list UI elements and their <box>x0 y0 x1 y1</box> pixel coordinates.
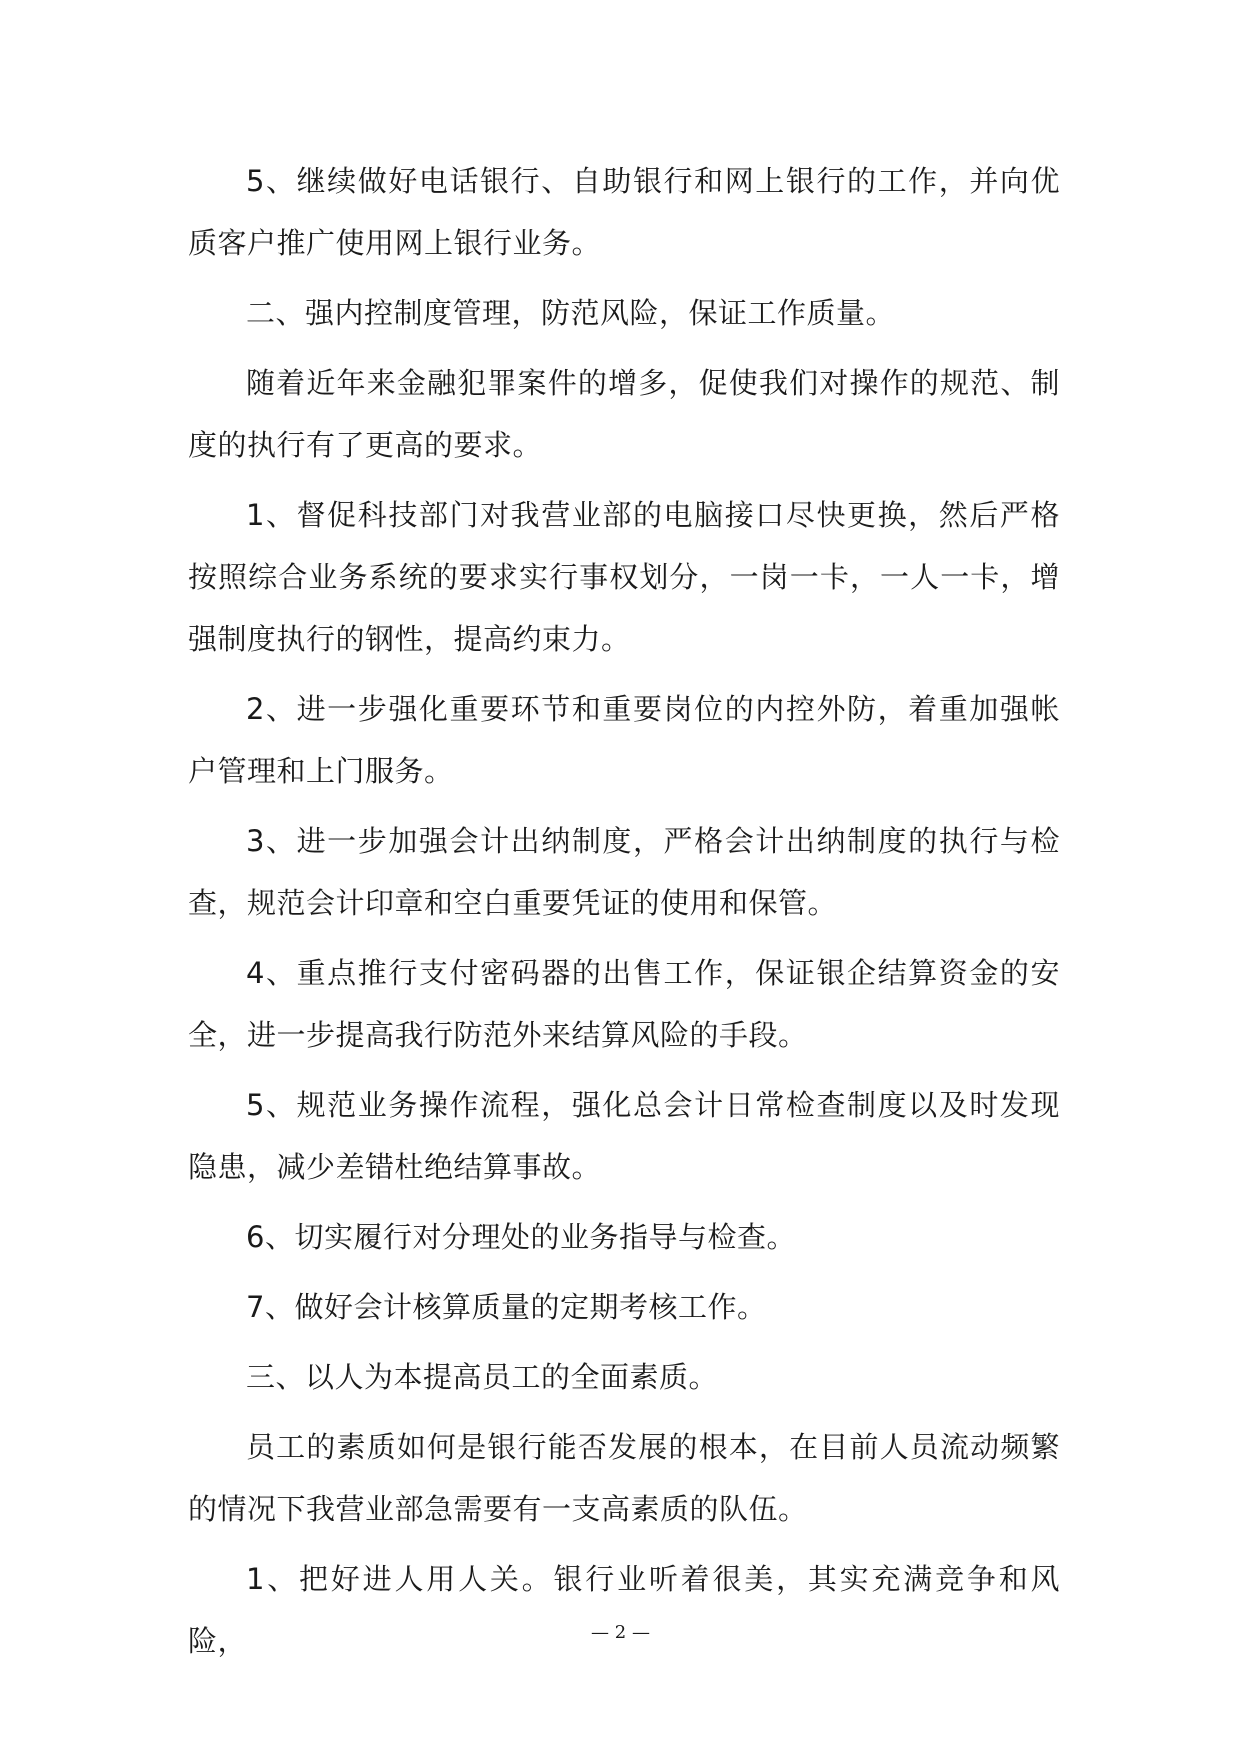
paragraph: 1、督促科技部门对我营业部的电脑接口尽快更换，然后严格按照综合业务系统的要求实行事权划分，一岗一卡，一人一卡，增强制度执行的钢性，提高约束力。 <box>188 498 1060 656</box>
paragraph: 5、规范业务操作流程，强化总会计日常检查制度以及时发现隐患，减少差错杜绝结算事故。 <box>188 1088 1060 1184</box>
paragraph: 7、做好会计核算质量的定期考核工作。 <box>246 1290 767 1324</box>
section-heading: 三、以人为本提高员工的全面素质。 <box>246 1360 719 1394</box>
paragraph: 4、重点推行支付密码器的出售工作，保证银企结算资金的安全，进一步提高我行防范外来结算风险的手段。 <box>188 956 1060 1052</box>
document-body <box>188 150 1060 1680</box>
paragraph: 随着近年来金融犯罪案件的增多，促使我们对操作的规范、制度的执行有了更高的要求。 <box>188 366 1060 462</box>
paragraph: 1、把好进人用人关。银行业听着很美，其实充满竞争和风险， <box>188 1562 1060 1658</box>
paragraph: 6、切实履行对分理处的业务指导与检查。 <box>246 1220 796 1254</box>
page-number: — 2 — <box>591 1622 650 1643</box>
paragraph: 2、进一步强化重要环节和重要岗位的内控外防，着重加强帐户管理和上门服务。 <box>188 692 1060 788</box>
paragraph: 5、继续做好电话银行、自助银行和网上银行的工作，并向优质客户推广使用网上银行业务。 <box>188 164 1060 260</box>
paragraph: 员工的素质如何是银行能否发展的根本，在目前人员流动频繁的情况下我营业部急需要有一支高素质的队伍。 <box>188 1430 1060 1526</box>
paragraph: 3、进一步加强会计出纳制度，严格会计出纳制度的执行与检查，规范会计印章和空白重要凭证的使用和保管。 <box>188 824 1060 920</box>
section-heading: 二、强内控制度管理，防范风险，保证工作质量。 <box>246 296 896 330</box>
